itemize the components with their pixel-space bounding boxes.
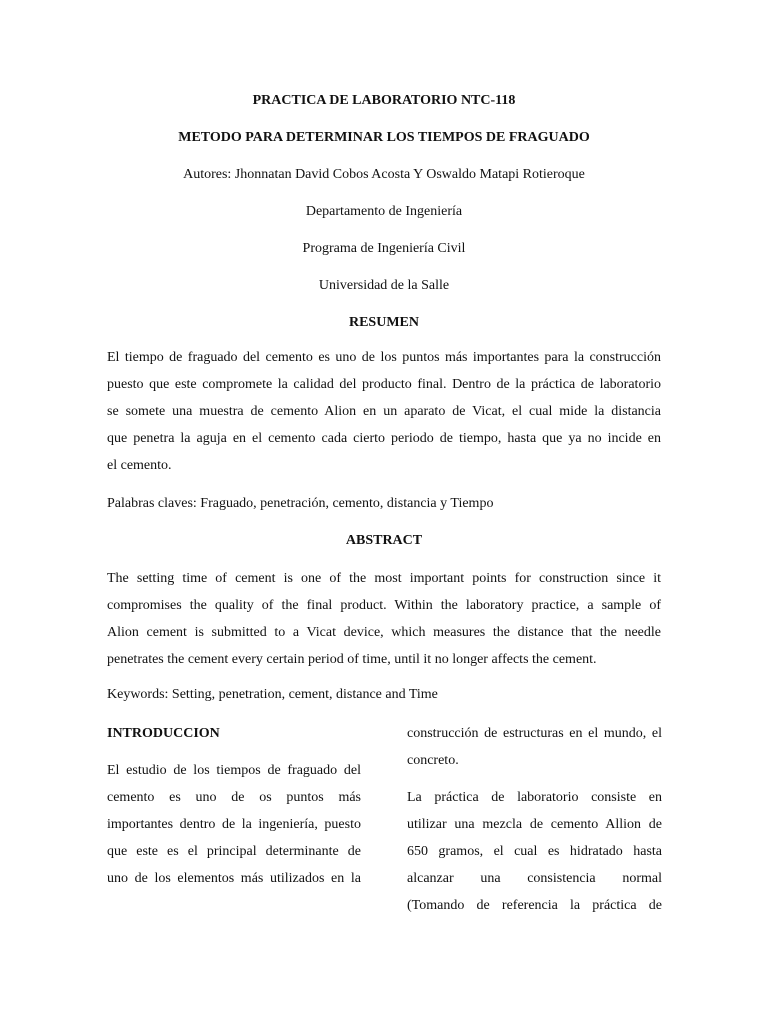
abstract-paragraph: [107, 565, 661, 673]
introduccion-line: alcanzar una consistencia normal: [407, 871, 662, 886]
introduccion-heading: INTRODUCCION: [107, 726, 220, 741]
resumen-line: se somete una muestra de cemento Alion en un aparato de Vicat, el cual mide la distancia: [107, 404, 661, 419]
program-line: Programa de Ingeniería Civil: [302, 241, 466, 256]
abstract-line: penetrates the cement every certain period of time, until it no longer affects the cement.: [107, 652, 597, 667]
resumen-line: que penetra la aguja en el cemento cada cierto periodo de tiempo, hasta que ya no incide en: [107, 431, 661, 446]
abstract-keywords: Keywords: Setting, penetration, cement, distance and Time: [107, 687, 438, 702]
abstract-line: The setting time of cement is one of the most important points for construction since it: [107, 571, 661, 586]
resumen-paragraph: [107, 344, 661, 479]
introduccion-line: cemento es uno de os puntos más: [107, 790, 361, 805]
abstract-heading: ABSTRACT: [345, 533, 423, 548]
authors-line: Autores: Jhonnatan David Cobos Acosta Y Oswaldo Matapi Rotieroque: [183, 167, 585, 182]
university-line: Universidad de la Salle: [318, 278, 450, 293]
document-subtitle: METODO PARA DETERMINAR LOS TIEMPOS DE FRAGUADO: [178, 130, 590, 145]
resumen-line: el cemento.: [107, 458, 172, 473]
resumen-line: El tiempo de fraguado del cemento es uno de los puntos más importantes para la construcción: [107, 350, 661, 365]
introduccion-line: (Tomando de referencia la práctica de: [407, 898, 662, 913]
introduccion-left-column: [107, 757, 361, 892]
introduccion-line: importantes dentro de la ingeniería, puesto: [107, 817, 361, 832]
introduccion-line: El estudio de los tiempos de fraguado del: [107, 763, 361, 778]
resumen-keywords: Palabras claves: Fraguado, penetración, cemento, distancia y Tiempo: [107, 496, 494, 511]
department-line: Departamento de Ingeniería: [305, 204, 463, 219]
introduccion-line: 650 gramos, el cual es hidratado hasta: [407, 844, 662, 859]
introduccion-right-column-bottom: [407, 784, 662, 919]
introduccion-right-column-top: [407, 720, 662, 774]
introduccion-line: uno de los elementos más utilizados en la: [107, 871, 361, 886]
document-title: PRACTICA DE LABORATORIO NTC-118: [252, 93, 516, 108]
abstract-line: Alion cement is submitted to a Vicat device, which measures the distance that the needle: [107, 625, 661, 640]
resumen-line: puesto que este compromete la calidad del producto final. Dentro de la práctica de laboratorio: [107, 377, 661, 392]
introduccion-line: que este es el principal determinante de: [107, 844, 361, 859]
introduccion-line: La práctica de laboratorio consiste en: [407, 790, 662, 805]
abstract-line: compromises the quality of the final product. Within the laboratory practice, a sample of: [107, 598, 661, 613]
introduccion-line: utilizar una mezcla de cemento Allion de: [407, 817, 662, 832]
introduccion-line: construcción de estructuras en el mundo, el: [407, 726, 662, 741]
resumen-heading: RESUMEN: [348, 315, 419, 330]
introduccion-line: concreto.: [407, 753, 459, 768]
